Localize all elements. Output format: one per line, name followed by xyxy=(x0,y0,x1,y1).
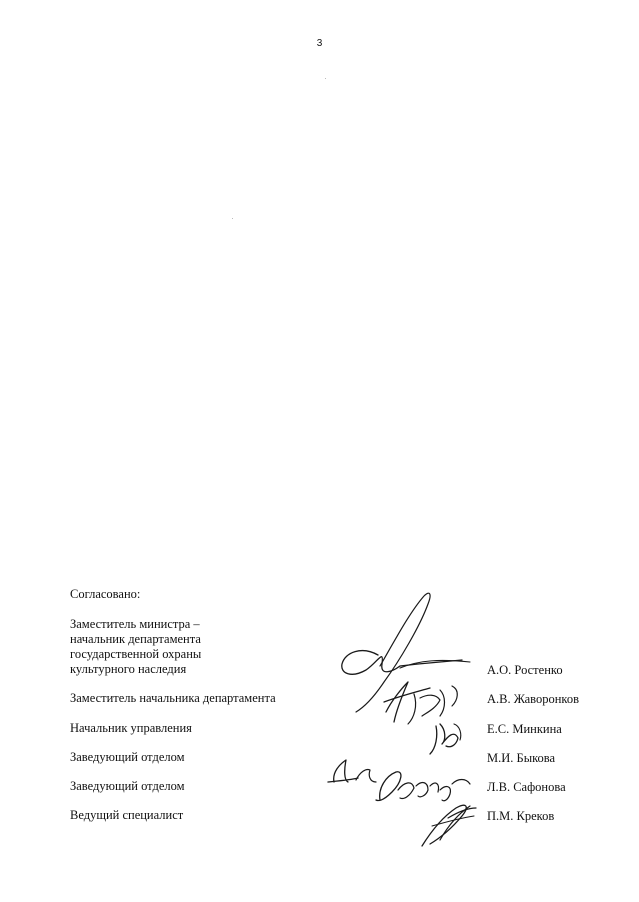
approver-position-1-line-3: государственной охраны xyxy=(70,647,202,661)
page-number: 3 xyxy=(316,38,323,49)
approver-name-4: М.И. Быкова xyxy=(487,751,556,765)
approver-position-1-line-1: Заместитель министра – xyxy=(70,617,200,631)
approver-position-6: Ведущий специалист xyxy=(70,808,184,822)
approver-name-3: Е.С. Минкина xyxy=(487,722,562,736)
signature-4 xyxy=(328,760,376,782)
scan-speck xyxy=(232,218,233,219)
approver-name-2: А.В. Жаворонков xyxy=(487,692,580,706)
approver-position-2: Заместитель начальника департамента xyxy=(70,691,276,705)
scan-speck xyxy=(325,78,326,79)
approver-position-1-line-4: культурного наследия xyxy=(70,662,187,676)
signature-5 xyxy=(376,772,470,801)
approver-name-1: А.О. Ростенко xyxy=(487,663,563,677)
approver-position-5: Заведующий отделом xyxy=(70,779,185,793)
approver-position-4: Заведующий отделом xyxy=(70,750,185,764)
signature-3 xyxy=(430,724,461,754)
signature-2 xyxy=(384,682,457,724)
approval-title: Согласовано: xyxy=(70,587,141,601)
signature-6 xyxy=(422,805,476,846)
signature-1 xyxy=(342,593,470,712)
approver-position-1-line-2: начальник департамента xyxy=(70,632,201,646)
approver-name-5: Л.В. Сафонова xyxy=(487,780,566,794)
approver-name-6: П.М. Креков xyxy=(487,809,555,823)
approver-position-3: Начальник управления xyxy=(70,721,192,735)
